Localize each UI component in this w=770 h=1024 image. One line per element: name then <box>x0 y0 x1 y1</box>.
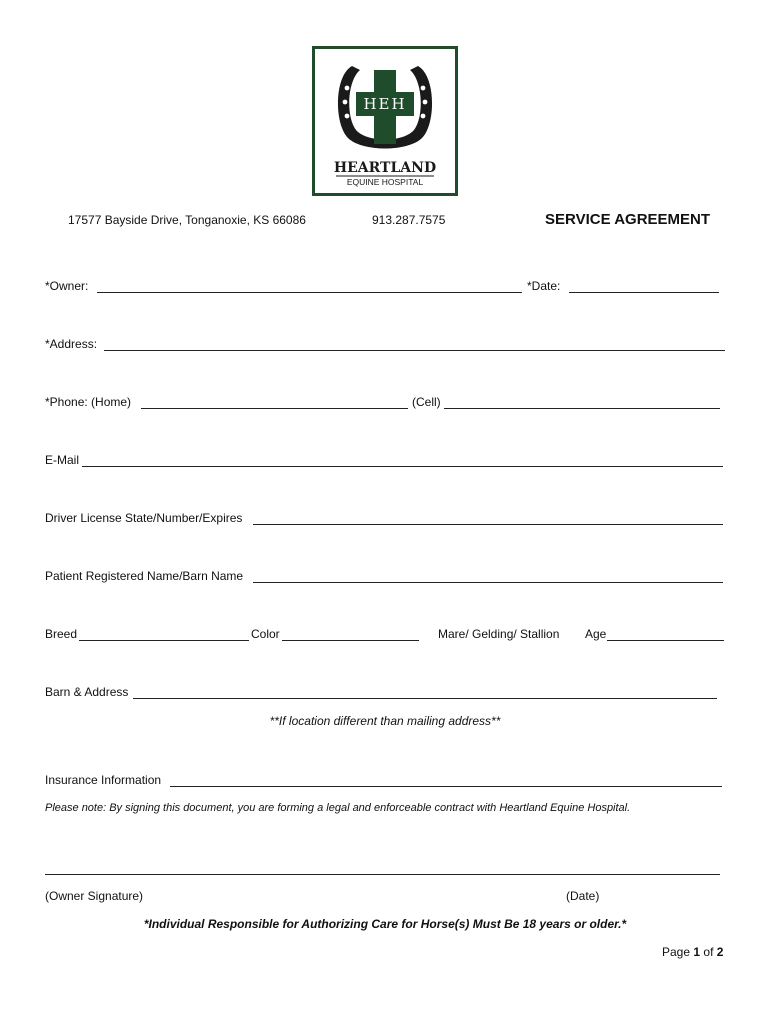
email-label: E-Mail <box>45 453 80 467</box>
hospital-address: 17577 Bayside Drive, Tonganoxie, KS 66086 <box>68 213 306 227</box>
color-field[interactable] <box>282 640 419 641</box>
logo-name-line2: EQUINE HOSPITAL <box>346 177 424 187</box>
barn-field[interactable] <box>133 698 717 699</box>
signature-field[interactable] <box>45 874 720 875</box>
insurance-field[interactable] <box>170 786 722 787</box>
phone-cell-field[interactable] <box>444 408 720 409</box>
email-field[interactable] <box>82 466 723 467</box>
breed-field[interactable] <box>79 640 249 641</box>
page-of: of <box>703 945 714 959</box>
logo-name-line1: HEARTLAND <box>333 160 437 176</box>
license-label: Driver License State/Number/Expires <box>45 511 243 525</box>
logo-letters: HEH <box>363 95 407 113</box>
patient-label: Patient Registered Name/Barn Name <box>45 569 244 583</box>
phone-home-field[interactable] <box>141 408 408 409</box>
age-requirement-note: *Individual Responsible for Authorizing Care for Horse(s) Must Be 18 years or older.* <box>143 917 627 931</box>
address-label: *Address: <box>45 337 98 351</box>
phone-cell-label: (Cell) <box>412 395 441 409</box>
insurance-label: Insurance Information <box>45 773 162 787</box>
breed-label: Breed <box>45 627 78 641</box>
age-label: Age <box>585 627 607 641</box>
date-label: *Date: <box>527 279 561 293</box>
age-field[interactable] <box>607 640 724 641</box>
hospital-phone: 913.287.7575 <box>372 213 446 227</box>
owner-field[interactable] <box>97 292 522 293</box>
barn-label: Barn & Address <box>45 685 129 699</box>
owner-label: *Owner: <box>45 279 89 293</box>
color-label: Color <box>251 627 280 641</box>
date-field[interactable] <box>569 292 719 293</box>
heartland-logo <box>312 46 458 196</box>
page-title: SERVICE AGREEMENT <box>545 211 711 228</box>
legal-note: Please note: By signing this document, you are forming a legal and enforceable contract with Heartland Equine Hospital. <box>45 802 631 814</box>
page-word: Page <box>662 945 691 959</box>
page-current: 1 <box>693 945 701 959</box>
address-field[interactable] <box>104 350 725 351</box>
page-total: 2 <box>716 945 724 959</box>
phone-home-label: *Phone: (Home) <box>45 395 132 409</box>
sex-label: Mare/ Gelding/ Stallion <box>438 627 560 641</box>
signature-date-label: (Date) <box>566 889 600 903</box>
owner-signature-label: (Owner Signature) <box>45 889 144 903</box>
patient-field[interactable] <box>253 582 723 583</box>
page-indicator <box>662 945 723 959</box>
barn-note: **If location different than mailing address** <box>269 714 501 728</box>
license-field[interactable] <box>253 524 723 525</box>
